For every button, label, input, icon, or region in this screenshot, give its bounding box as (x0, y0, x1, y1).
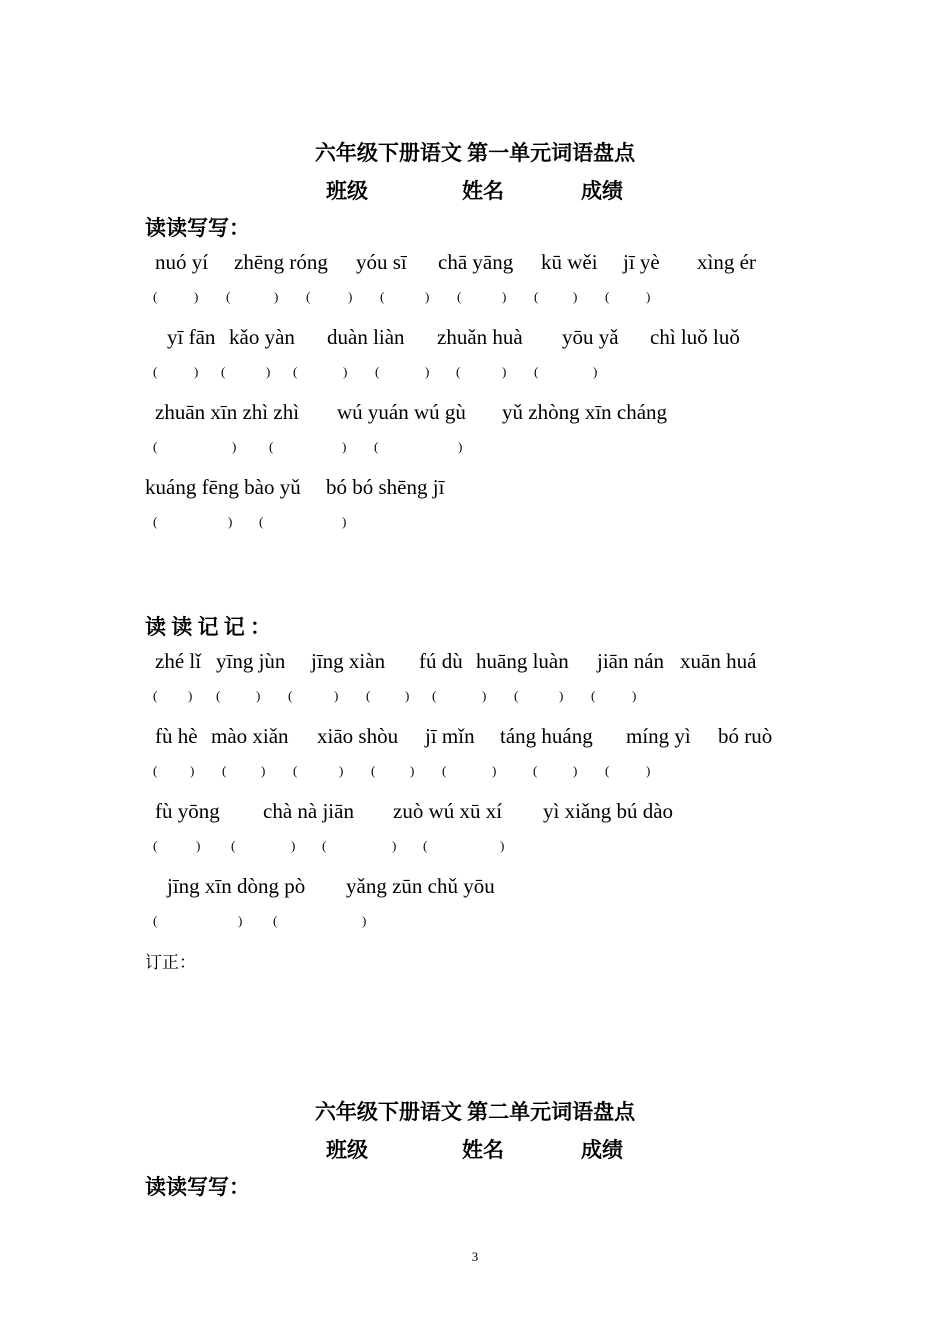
pinyin-word: yì xiǎng bú dào (543, 799, 674, 823)
pinyin-word: yóu sī (356, 250, 407, 274)
pinyin-word: zhuǎn huà (437, 325, 523, 349)
pinyin-word: fù yōng (155, 799, 220, 823)
pinyin-word: jī mǐn (425, 724, 475, 748)
class-label: 班级 (326, 179, 368, 203)
pinyin-word: zhé lǐ (155, 649, 202, 673)
pinyin-word: zuò wú xū xí (393, 799, 503, 823)
class-label: 班级 (326, 1138, 368, 1162)
name-label: 姓名 (462, 179, 504, 203)
pinyin-word: yǔ zhòng xīn cháng (502, 400, 668, 424)
pinyin-word: yǎng zūn chǔ yōu (346, 874, 495, 898)
section-heading-read-write: 读读写写： (145, 1175, 250, 1199)
section-heading-read-write: 读读写写： (145, 216, 250, 240)
pinyin-word: duàn liàn (327, 325, 405, 349)
pinyin-word: mào xiǎn (211, 724, 289, 748)
pinyin-word: wú yuán wú gù (337, 400, 466, 424)
pinyin-word: táng huáng (500, 724, 593, 748)
score-label: 成绩 (581, 1138, 623, 1162)
pinyin-word: kuáng fēng bào yǔ (145, 475, 301, 499)
pinyin-word: xìng ér (697, 250, 756, 274)
unit2-title: 六年级下册语文 第二单元词语盘点 (314, 1100, 636, 1124)
pinyin-word: jiān nán (597, 649, 665, 673)
pinyin-word: zhēng róng (234, 250, 328, 274)
pinyin-word: fù hè (155, 724, 198, 748)
pinyin-word: nuó yí (155, 250, 209, 274)
pinyin-word: zhuān xīn zhì zhì (155, 400, 300, 424)
pinyin-word: kū wěi (541, 250, 598, 274)
pinyin-word: míng yì (626, 724, 691, 748)
pinyin-word: fú dù (419, 649, 463, 673)
unit1-title: 六年级下册语文 第一单元词语盘点 (314, 141, 636, 165)
score-label: 成绩 (581, 179, 623, 203)
pinyin-word: bó bó shēng jī (326, 475, 445, 499)
section-heading-read-remember: 读 读 记 记 ： (145, 615, 271, 639)
page-number: 3 (471, 1249, 479, 1264)
name-label: 姓名 (462, 1138, 504, 1162)
pinyin-word: yīng jùn (216, 649, 286, 673)
pinyin-word: chì luǒ luǒ (650, 325, 740, 349)
pinyin-word: yī fān (167, 325, 216, 349)
correction-label: 订正： (145, 953, 196, 972)
pinyin-word: xiāo shòu (317, 724, 399, 748)
pinyin-word: yōu yǎ (562, 325, 619, 349)
pinyin-word: huāng luàn (476, 649, 569, 673)
pinyin-word: bó ruò (718, 724, 773, 748)
pinyin-word: xuān huá (680, 649, 757, 673)
pinyin-word: jī yè (623, 250, 660, 274)
pinyin-word: chā yāng (438, 250, 514, 274)
pinyin-word: jīng xiàn (311, 649, 386, 673)
pinyin-word: kǎo yàn (229, 325, 295, 349)
pinyin-word: chà nà jiān (263, 799, 354, 823)
pinyin-word: jīng xīn dòng pò (167, 874, 306, 898)
